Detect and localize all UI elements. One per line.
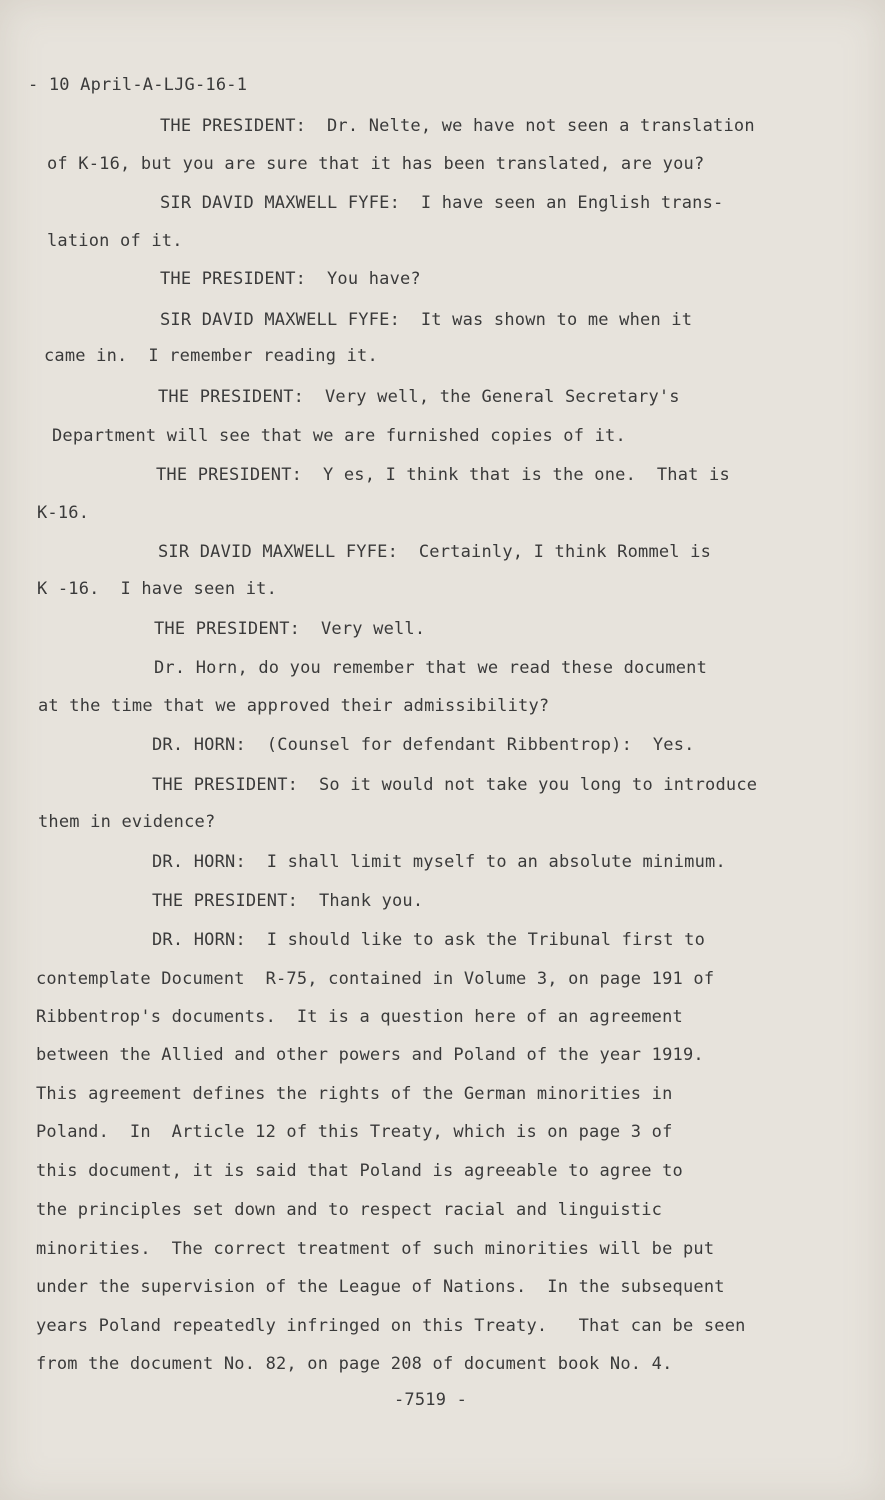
text-line: under the supervision of the League of Nations. In the subsequent <box>36 1277 725 1297</box>
text-line: minorities. The correct treatment of such minorities will be put <box>36 1239 715 1259</box>
text-line: THE PRESIDENT: You have? <box>160 269 421 289</box>
text-line: THE PRESIDENT: Dr. Nelte, we have not seen a translation <box>160 116 755 136</box>
text-line: years Poland repeatedly infringed on this Treaty. That can be seen <box>36 1316 746 1336</box>
text-line: at the time that we approved their admissibility? <box>38 696 550 716</box>
text-line: lation of it. <box>47 231 183 251</box>
text-line: DR. HORN: I should like to ask the Tribunal first to <box>152 930 706 950</box>
text-line: Dr. Horn, do you remember that we read these document <box>154 658 708 678</box>
text-line: DR. HORN: (Counsel for defendant Ribbentrop): Yes. <box>152 735 695 755</box>
text-line: of K-16, but you are sure that it has been translated, are you? <box>47 154 705 174</box>
page-number: -7519 - <box>394 1390 468 1410</box>
text-line: contemplate Document R-75, contained in Volume 3, on page 191 of <box>36 969 715 989</box>
text-line: from the document No. 82, on page 208 of document book No. 4. <box>36 1354 673 1374</box>
text-line: came in. I remember reading it. <box>44 346 378 366</box>
text-line: K-16. <box>37 503 90 523</box>
text-line: DR. HORN: I shall limit myself to an absolute minimum. <box>152 852 726 872</box>
text-line: THE PRESIDENT: Very well. <box>154 619 426 639</box>
text-line: Ribbentrop's documents. It is a question here of an agreement <box>36 1007 683 1027</box>
text-line: the principles set down and to respect racial and linguistic <box>36 1200 663 1220</box>
page-header: - 10 April-A-LJG-16-1 <box>28 75 248 95</box>
text-line: THE PRESIDENT: Thank you. <box>152 891 424 911</box>
text-line: This agreement defines the rights of the German minorities in <box>36 1084 673 1104</box>
text-line: THE PRESIDENT: So it would not take you long to introduce <box>152 775 758 795</box>
text-line: SIR DAVID MAXWELL FYFE: I have seen an English trans- <box>160 193 724 213</box>
text-line: Department will see that we are furnished copies of it. <box>52 426 626 446</box>
text-line: this document, it is said that Poland is agreeable to agree to <box>36 1161 683 1181</box>
text-line: Poland. In Article 12 of this Treaty, which is on page 3 of <box>36 1122 673 1142</box>
text-line: THE PRESIDENT: Y es, I think that is the one. That is <box>156 465 730 485</box>
text-line: them in evidence? <box>38 812 216 832</box>
text-line: between the Allied and other powers and Poland of the year 1919. <box>36 1045 704 1065</box>
text-line: K -16. I have seen it. <box>37 579 278 599</box>
text-line: SIR DAVID MAXWELL FYFE: It was shown to me when it <box>160 310 693 330</box>
text-line: SIR DAVID MAXWELL FYFE: Certainly, I think Rommel is <box>158 542 712 562</box>
text-line: THE PRESIDENT: Very well, the General Secretary's <box>158 387 680 407</box>
